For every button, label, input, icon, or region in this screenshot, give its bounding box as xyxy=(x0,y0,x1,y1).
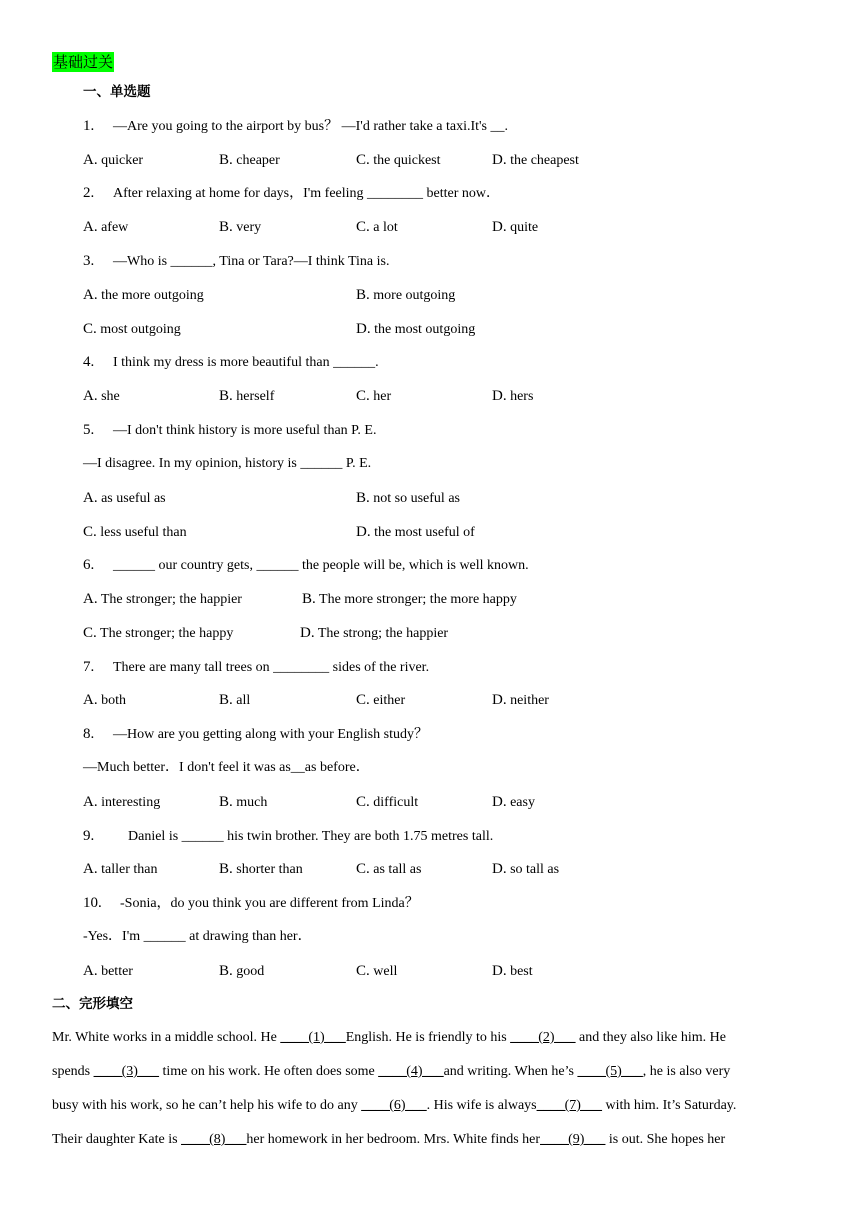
option-letter: D. xyxy=(492,219,507,235)
answer-option[interactable] xyxy=(83,319,181,340)
option-letter: C. xyxy=(356,963,370,979)
option-text: quite xyxy=(506,220,539,235)
option-letter: C. xyxy=(356,219,370,235)
question-stem xyxy=(83,555,529,576)
option-letter: D. xyxy=(356,524,371,540)
passage-text: busy with his work, so he can’t help his wife to do any xyxy=(52,1098,362,1113)
option-letter: B. xyxy=(219,388,233,404)
option-letter: A. xyxy=(83,152,98,168)
question-stem xyxy=(83,116,508,137)
option-text: the most outgoing xyxy=(370,322,476,337)
question-text: There are many tall trees on ________ sides of the river. xyxy=(113,660,430,675)
question-number: 9. xyxy=(83,828,95,844)
answer-option[interactable] xyxy=(83,859,157,880)
passage-line xyxy=(52,1096,812,1116)
option-text: best xyxy=(506,964,533,979)
option-text: The stronger; the happier xyxy=(97,592,242,607)
option-text: difficult xyxy=(369,795,419,810)
question-text: I think my dress is more beautiful than ______. xyxy=(113,355,379,370)
option-text: as useful as xyxy=(97,491,166,506)
answer-option[interactable] xyxy=(83,961,133,982)
answer-option[interactable] xyxy=(492,961,533,982)
answer-option[interactable] xyxy=(83,285,204,306)
passage-line xyxy=(52,1028,812,1048)
option-text: The more stronger; the more happy xyxy=(315,592,517,607)
question-text: -Sonia，do you think you are different from Linda？ xyxy=(120,896,419,911)
option-letter: A. xyxy=(83,490,98,506)
question-stem xyxy=(83,826,493,847)
answer-option[interactable] xyxy=(492,217,538,238)
question-text-continued: -Yes．I'm ______ at drawing than her． xyxy=(83,929,312,944)
answer-option[interactable] xyxy=(83,217,128,238)
question-number: 2. xyxy=(83,185,95,201)
passage-text: Mr. White works in a middle school. He xyxy=(52,1030,281,1045)
question-number: 5. xyxy=(83,422,95,438)
option-letter: B. xyxy=(219,692,233,708)
option-text: so tall as xyxy=(506,862,560,877)
option-letter: C. xyxy=(356,152,370,168)
option-letter: D. xyxy=(300,625,315,641)
option-letter: B. xyxy=(219,219,233,235)
question-text: ______ our country gets, ______ the people will be, which is well known. xyxy=(113,558,529,573)
blank-number[interactable]: ____(1)___ xyxy=(280,1030,346,1045)
passage-line xyxy=(52,1062,812,1082)
option-text: the most useful of xyxy=(370,525,475,540)
option-letter: C. xyxy=(356,692,370,708)
option-letter: B. xyxy=(219,861,233,877)
question-number: 8. xyxy=(83,726,95,742)
question-text: Daniel is ______ his twin brother. They are both 1.75 metres tall. xyxy=(128,829,494,844)
option-letter: D. xyxy=(492,794,507,810)
option-letter: B. xyxy=(219,152,233,168)
answer-option[interactable] xyxy=(492,150,579,171)
option-text: very xyxy=(232,220,262,235)
answer-option[interactable] xyxy=(83,150,143,171)
option-text: both xyxy=(97,693,126,708)
answer-option[interactable] xyxy=(492,386,533,407)
answer-option[interactable] xyxy=(356,961,397,982)
passage-text: Their daughter Kate is xyxy=(52,1132,182,1147)
passage-text: her homework in her bedroom. Mrs. White finds her xyxy=(246,1132,541,1147)
question-text: —How are you getting along with your English study？ xyxy=(113,727,428,742)
option-letter: D. xyxy=(492,388,507,404)
question-stem xyxy=(83,420,376,441)
option-text: better xyxy=(97,964,133,979)
passage-text: , he is also very xyxy=(642,1064,731,1079)
answer-option[interactable] xyxy=(356,285,455,306)
blank-number[interactable]: ____(6)___ xyxy=(361,1098,427,1113)
option-text: a lot xyxy=(369,220,398,235)
answer-option[interactable] xyxy=(300,623,448,644)
answer-option[interactable] xyxy=(356,386,391,407)
question-number: 1. xyxy=(83,118,95,134)
option-text: either xyxy=(369,693,406,708)
answer-option[interactable] xyxy=(83,488,166,509)
question-number: 10. xyxy=(83,895,102,911)
answer-option[interactable] xyxy=(492,690,549,711)
option-letter: B. xyxy=(302,591,316,607)
highlighted-heading: 基础过关 xyxy=(53,53,114,71)
question-text-continued: —Much better．I don't feel it was as__as before． xyxy=(83,760,370,775)
answer-option[interactable] xyxy=(83,623,233,644)
answer-option[interactable] xyxy=(356,522,475,543)
option-letter: D. xyxy=(492,152,507,168)
option-letter: C. xyxy=(83,625,97,641)
question-text: —Are you going to the airport by bus？ —I'd rather take a taxi.It's __. xyxy=(113,119,509,134)
passage-text: with him. It’s Saturday. xyxy=(601,1098,737,1113)
passage-text: is out. She hopes her xyxy=(605,1132,726,1147)
option-letter: B. xyxy=(219,963,233,979)
question-stem xyxy=(83,183,500,204)
section-heading xyxy=(52,52,114,74)
answer-option[interactable] xyxy=(83,589,242,610)
option-letter: B. xyxy=(356,287,370,303)
option-text: good xyxy=(232,964,265,979)
question-number: 3. xyxy=(83,253,95,269)
option-text: less useful than xyxy=(96,525,187,540)
option-letter: A. xyxy=(83,219,98,235)
question-number: 6. xyxy=(83,557,95,573)
answer-option[interactable] xyxy=(492,859,559,880)
answer-option[interactable] xyxy=(83,522,187,543)
option-text: neither xyxy=(506,693,549,708)
section-2-title: 二、完形填空 xyxy=(52,996,133,1012)
option-text: cheaper xyxy=(232,153,280,168)
option-text: her xyxy=(369,389,392,404)
blank-number[interactable]: ____(7)___ xyxy=(536,1098,602,1113)
option-text: the more outgoing xyxy=(97,288,204,303)
question-text: —I don't think history is more useful than P. E. xyxy=(113,423,377,438)
option-letter: B. xyxy=(219,794,233,810)
blank-number[interactable]: ____(2)___ xyxy=(510,1030,576,1045)
blank-number[interactable]: ____(8)___ xyxy=(181,1132,247,1147)
section-1-title: 一、单选题 xyxy=(83,84,151,100)
option-text: herself xyxy=(232,389,275,404)
option-text: she xyxy=(97,389,120,404)
option-text: easy xyxy=(506,795,535,810)
option-letter: D. xyxy=(492,692,507,708)
question-number: 4. xyxy=(83,354,95,370)
option-letter: C. xyxy=(83,321,97,337)
blank-number[interactable]: ____(3)___ xyxy=(93,1064,159,1079)
option-letter: C. xyxy=(356,794,370,810)
question-stem xyxy=(83,657,429,678)
option-text: much xyxy=(232,795,268,810)
option-text: afew xyxy=(97,220,129,235)
option-letter: D. xyxy=(492,861,507,877)
option-letter: A. xyxy=(83,963,98,979)
option-letter: A. xyxy=(83,794,98,810)
option-text: taller than xyxy=(97,862,158,877)
question-stem xyxy=(83,893,419,914)
option-text: as tall as xyxy=(369,862,422,877)
option-letter: B. xyxy=(356,490,370,506)
passage-text: spends xyxy=(52,1064,94,1079)
answer-option[interactable] xyxy=(492,792,535,813)
option-letter: A. xyxy=(83,861,98,877)
answer-option[interactable] xyxy=(219,217,261,238)
option-text: the cheapest xyxy=(506,153,579,168)
question-text: —Who is ______, Tina or Tara?—I think Tina is. xyxy=(113,254,390,269)
question-stem xyxy=(83,251,389,272)
answer-option[interactable] xyxy=(356,319,475,340)
answer-option[interactable] xyxy=(83,386,120,407)
option-text: the quickest xyxy=(369,153,441,168)
answer-option[interactable] xyxy=(356,150,441,171)
option-letter: C. xyxy=(356,861,370,877)
answer-option[interactable] xyxy=(356,792,418,813)
passage-text: and they also like him. He xyxy=(575,1030,726,1045)
answer-option[interactable] xyxy=(219,386,274,407)
blank-number[interactable]: ____(9)___ xyxy=(540,1132,606,1147)
option-text: shorter than xyxy=(232,862,303,877)
option-text: hers xyxy=(506,389,534,404)
passage-text: and writing. When he’s xyxy=(443,1064,578,1079)
blank-number[interactable]: ____(5)___ xyxy=(577,1064,643,1079)
question-stem xyxy=(83,352,379,373)
question-text-continued: —I disagree. In my opinion, history is ______ P. E. xyxy=(83,456,372,471)
option-text: not so useful as xyxy=(369,491,460,506)
option-text: most outgoing xyxy=(96,322,181,337)
passage-line xyxy=(52,1130,812,1150)
option-text: well xyxy=(369,964,398,979)
question-text: After relaxing at home for days，I'm feeling ________ better now． xyxy=(113,186,501,201)
passage-text: English. He is friendly to his xyxy=(345,1030,511,1045)
answer-option[interactable] xyxy=(356,690,405,711)
answer-option[interactable] xyxy=(356,859,421,880)
option-letter: A. xyxy=(83,287,98,303)
answer-option[interactable] xyxy=(219,792,267,813)
passage-text: . His wife is always xyxy=(426,1098,537,1113)
option-text: The stronger; the happy xyxy=(96,626,234,641)
answer-option[interactable] xyxy=(219,690,250,711)
question-stem xyxy=(83,724,428,745)
option-letter: C. xyxy=(83,524,97,540)
blank-number[interactable]: ____(4)___ xyxy=(378,1064,444,1079)
answer-option[interactable] xyxy=(356,488,460,509)
answer-option[interactable] xyxy=(83,792,160,813)
option-letter: A. xyxy=(83,692,98,708)
option-letter: D. xyxy=(492,963,507,979)
answer-option[interactable] xyxy=(302,589,517,610)
answer-option[interactable] xyxy=(219,859,303,880)
passage-text: time on his work. He often does some xyxy=(158,1064,379,1079)
option-text: all xyxy=(232,693,251,708)
option-letter: A. xyxy=(83,591,98,607)
option-text: more outgoing xyxy=(369,288,456,303)
option-letter: C. xyxy=(356,388,370,404)
answer-option[interactable] xyxy=(219,150,280,171)
answer-option[interactable] xyxy=(356,217,398,238)
option-text: quicker xyxy=(97,153,144,168)
answer-option[interactable] xyxy=(219,961,264,982)
option-letter: D. xyxy=(356,321,371,337)
option-text: interesting xyxy=(97,795,161,810)
answer-option[interactable] xyxy=(83,690,126,711)
question-number: 7. xyxy=(83,659,95,675)
option-letter: A. xyxy=(83,388,98,404)
option-text: The strong; the happier xyxy=(314,626,449,641)
